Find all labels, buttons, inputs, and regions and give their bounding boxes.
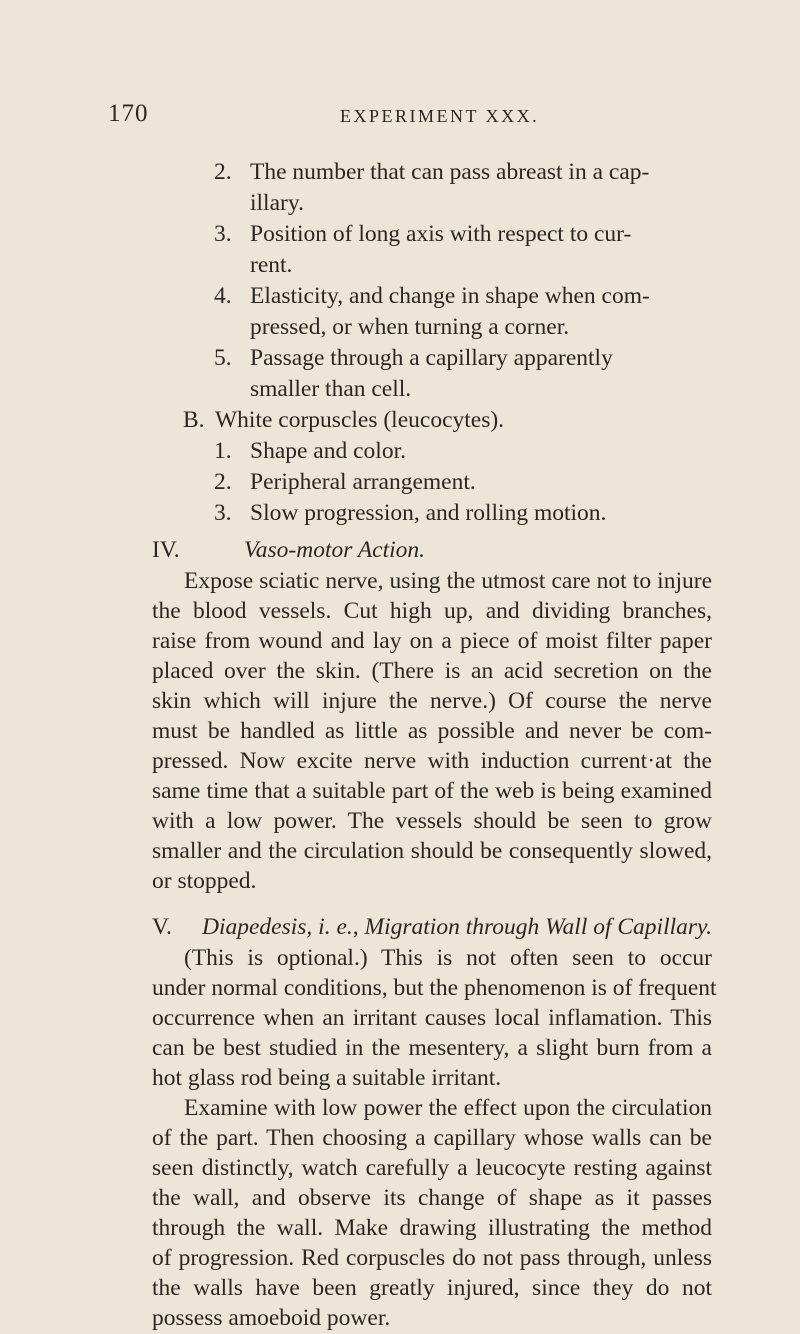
section-numeral: IV.	[152, 537, 180, 563]
list-item-continuation: rent.	[250, 252, 293, 278]
list-item-continuation: illary.	[250, 190, 304, 216]
paragraph-line: the blood vessels. Cut high up, and dividing branches,	[152, 598, 712, 624]
page-number: 170	[108, 100, 149, 127]
list-item-number: 2.	[214, 159, 232, 185]
paragraph-line: smaller and the circulation should be consequently slowed,	[152, 838, 712, 864]
section-heading	[152, 912, 712, 942]
paragraph-line: of progression. Red corpuscles do not pass through, unless	[152, 1245, 712, 1271]
list-item	[214, 157, 649, 187]
section-heading	[183, 405, 504, 435]
paragraph-line: Examine with low power the effect upon the circulation	[184, 1095, 712, 1121]
section-title: Vaso-motor Action.	[244, 537, 426, 563]
list-item-number: 5.	[214, 345, 232, 371]
list-item-text: Passage through a capillary apparently	[250, 345, 613, 371]
paragraph-line: possess amoeboid power.	[152, 1305, 391, 1331]
list-item-number: 4.	[214, 283, 232, 309]
paragraph-line: (This is optional.) This is not often seen to occur	[184, 945, 712, 971]
section-label: B.	[183, 407, 205, 433]
paragraph-line: the walls have been greatly injured, since they do not	[152, 1275, 712, 1301]
list-item-number: 2.	[214, 469, 232, 495]
list-item-continuation: pressed, or when turning a corner.	[250, 314, 570, 340]
list-item-text: The number that can pass abreast in a cap-	[250, 159, 650, 185]
list-item	[214, 467, 476, 497]
list-item-continuation: smaller than cell.	[250, 376, 412, 402]
paragraph-line: placed over the skin. (There is an acid secretion on the	[152, 658, 712, 684]
paragraph-line: with a low power. The vessels should be seen to grow	[152, 808, 712, 834]
list-item-text: Position of long axis with respect to cur-	[250, 221, 632, 247]
paragraph-line: occurrence when an irritant causes local inflamation. This	[152, 1005, 712, 1031]
paragraph-line: raise from wound and lay on a piece of moist filter paper	[152, 628, 712, 654]
list-item-text: Peripheral arrangement.	[250, 469, 476, 495]
list-item	[214, 436, 406, 466]
paragraph-line: hot glass rod being a suitable irritant.	[152, 1065, 502, 1091]
list-item-number: 3.	[214, 500, 232, 526]
paragraph-line: of the part. Then choosing a capillary whose walls can be	[152, 1125, 712, 1151]
list-item-number: 3.	[214, 221, 232, 247]
list-item-text: Shape and color.	[250, 438, 406, 464]
section-title: White corpuscles (leucocytes).	[215, 407, 505, 433]
list-item	[214, 219, 631, 249]
paragraph-line: pressed. Now excite nerve with induction current·at the	[152, 748, 712, 774]
section-heading	[152, 535, 425, 565]
list-item	[214, 498, 606, 528]
paragraph-line: Expose sciatic nerve, using the utmost care not to injure	[184, 568, 712, 594]
section-body	[152, 566, 712, 896]
paragraph-line: through the wall. Make drawing illustrating the method	[152, 1215, 712, 1241]
paragraph-line: under normal conditions, but the phenomenon is of frequent	[152, 975, 717, 1001]
section-numeral: V.	[152, 914, 172, 940]
paragraph-line: or stopped.	[152, 868, 257, 894]
list-item	[214, 281, 650, 311]
paragraph-line: the wall, and observe its change of shape as it passes	[152, 1185, 712, 1211]
list-item	[214, 343, 613, 373]
paragraph-line: same time that a suitable part of the web is being examined	[152, 778, 712, 804]
page-header	[108, 100, 708, 136]
list-item-text: Elasticity, and change in shape when com-	[250, 283, 650, 309]
paragraph-line: can be best studied in the mesentery, a slight burn from a	[152, 1035, 712, 1061]
section-title: Diapedesis, i. e., Migration through Wall of Capillary.	[202, 914, 713, 940]
list-item-text: Slow progression, and rolling motion.	[250, 500, 607, 526]
paragraph-line: must be handled as little as possible and never be com-	[152, 718, 712, 744]
section-body	[152, 943, 717, 1333]
paragraph-line: seen distinctly, watch carefully a leucocyte resting against	[152, 1155, 712, 1181]
list-item-number: 1.	[214, 438, 232, 464]
running-head: EXPERIMENT XXX.	[340, 106, 540, 126]
paragraph-line: skin which will injure the nerve.) Of course the nerve	[152, 688, 712, 714]
